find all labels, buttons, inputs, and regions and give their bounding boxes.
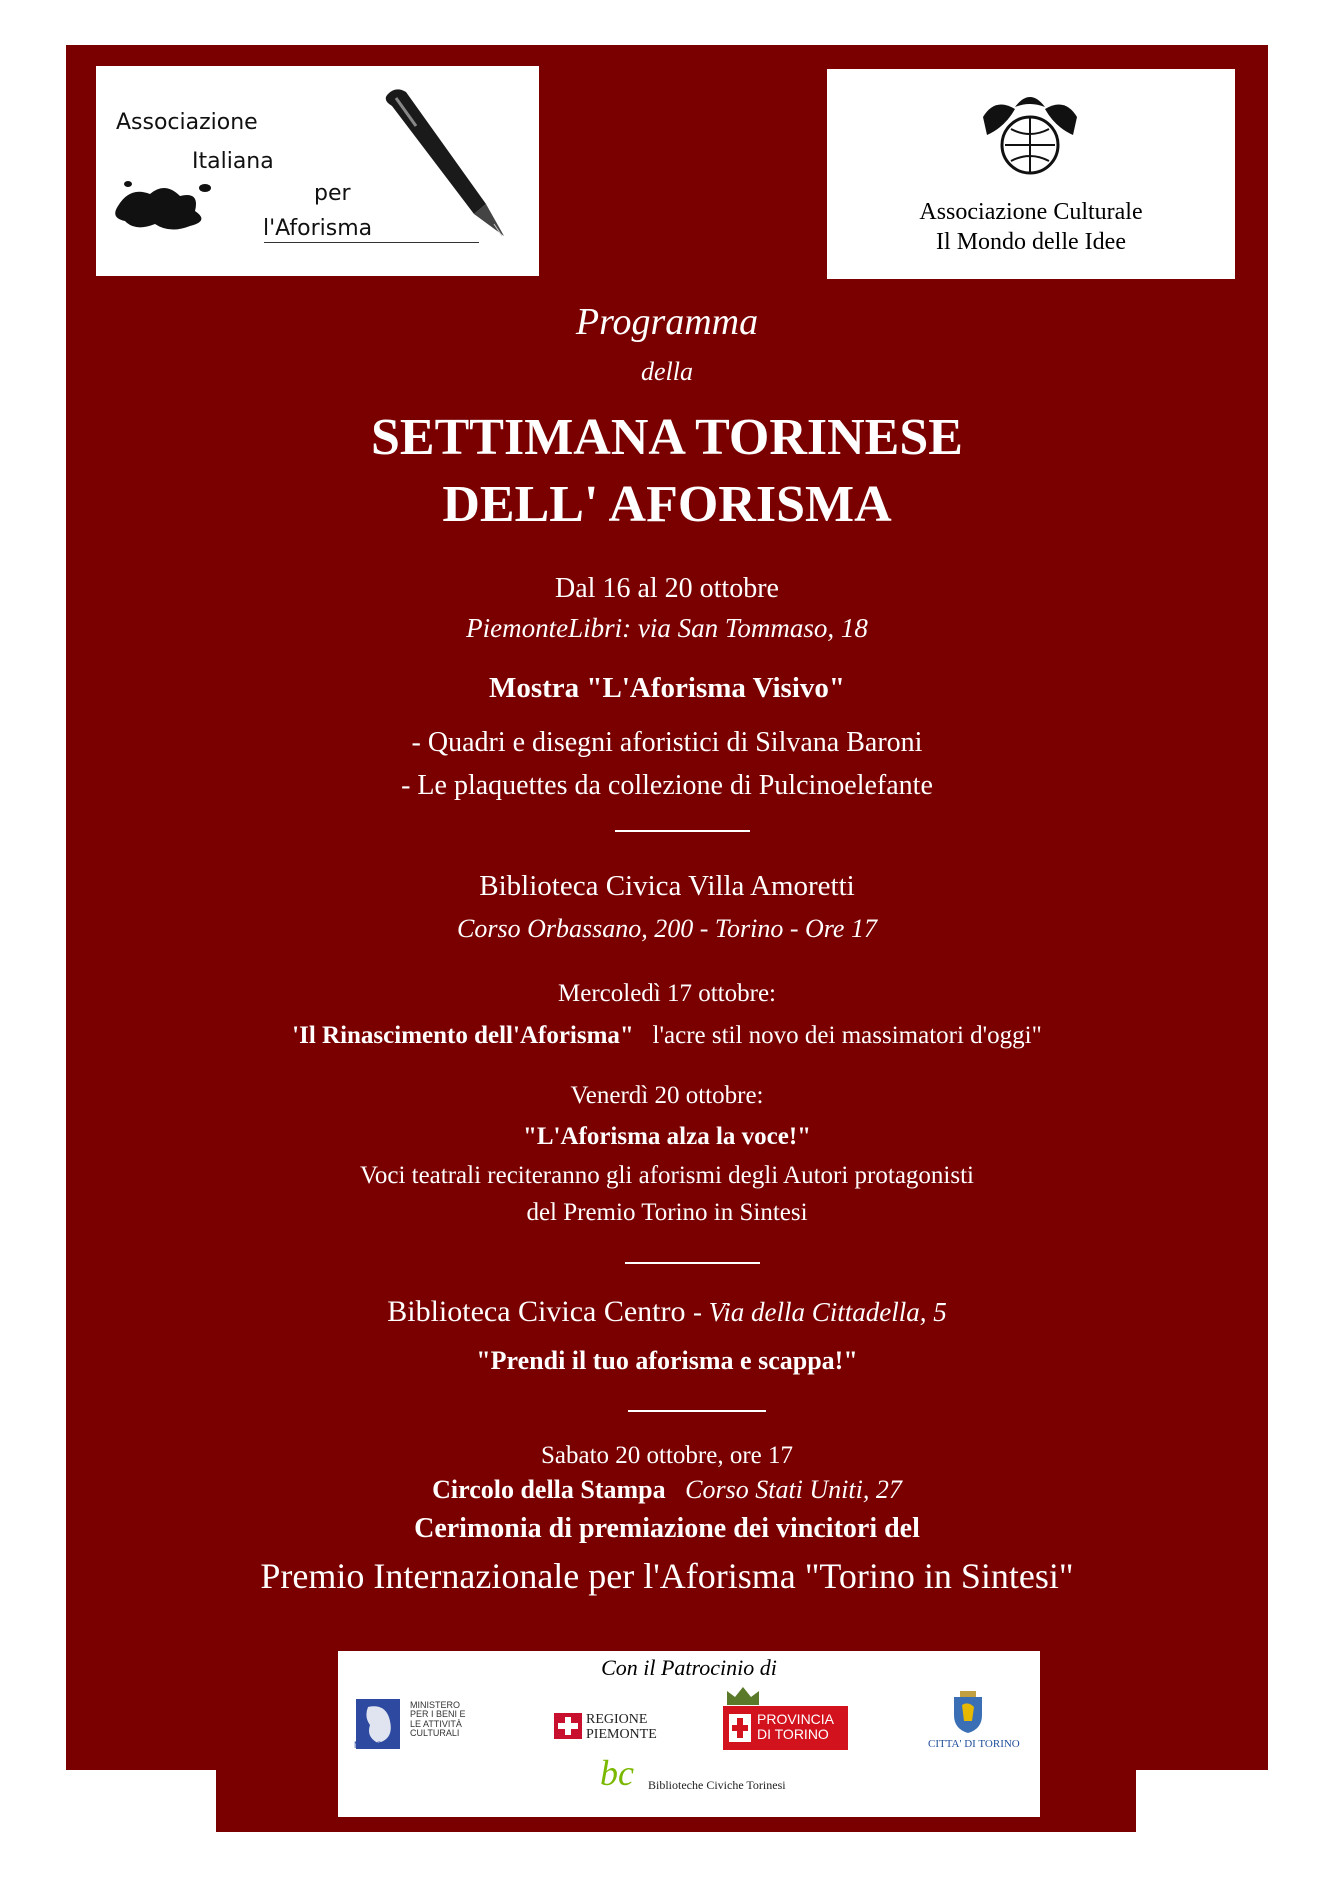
event2-day: Venerdì 20 ottobre:	[570, 1082, 764, 1109]
mondo-logo-line1: Associazione Culturale	[919, 199, 1143, 225]
ceremony-address: Corso Stati Uniti, 27	[685, 1475, 902, 1504]
mibac-text-line: CULTURALI	[410, 1728, 460, 1739]
aia-logo-line1: Associazione	[116, 110, 258, 135]
centro-name: Biblioteca Civica Centro	[387, 1295, 686, 1328]
regione-line: PIEMONTE	[586, 1726, 657, 1742]
della-label: della	[641, 357, 693, 386]
event1-subtitle: l'acre stil novo dei massimatori d'oggi"	[652, 1022, 1042, 1049]
programma-label: Programma	[575, 301, 759, 343]
biblioteche-logo-icon: bc	[600, 1753, 634, 1793]
aia-logo-line4: l'Aforisma	[263, 216, 373, 241]
fountain-pen-icon	[376, 86, 516, 246]
exhibition-item2: - Le plaquettes da collezione di Pulcinoelefante	[401, 770, 933, 801]
patronage-title: Con il Patrocinio di	[601, 1655, 777, 1680]
mondo-logo	[827, 69, 1235, 279]
prize-title: Premio Internazionale per l'Aforisma "Torino in Sintesi"	[260, 1556, 1074, 1596]
divider	[628, 1410, 766, 1412]
amoretti-address: Corso Orbassano, 200 - Torino - Ore 17	[457, 914, 877, 943]
regione-piemonte-icon	[554, 1713, 582, 1739]
amoretti-name: Biblioteca Civica Villa Amoretti	[479, 870, 855, 902]
aia-logo-line2: Italiana	[192, 149, 274, 174]
mibac-text-line: PER I BENI E	[410, 1709, 466, 1720]
regione-piemonte-text	[586, 1713, 657, 1742]
aia-logo	[96, 66, 539, 276]
mondo-logo-line2: Il Mondo delle Idee	[936, 229, 1126, 255]
event2-desc1: Voci teatrali reciteranno gli aforismi degli Autori protagonisti	[360, 1162, 974, 1189]
ceremony-venue: Circolo della Stampa	[432, 1475, 666, 1504]
divider	[625, 1262, 760, 1264]
exhibition-item1: - Quadri e disegni aforistici di Silvana Baroni	[411, 727, 923, 758]
regione-line: REGIONE	[586, 1712, 648, 1727]
divider	[615, 830, 750, 832]
ceremony-description: Cerimonia di premiazione dei vincitori del	[414, 1513, 920, 1544]
biblioteche-text: Biblioteche Civiche Torinesi	[648, 1778, 786, 1792]
centro-line	[66, 1295, 1268, 1329]
provincia-torino-text	[757, 1712, 834, 1741]
ceremony-date: Sabato 20 ottobre, ore 17	[540, 1442, 794, 1469]
mibac-text	[410, 1701, 466, 1739]
mibac-label: MiBAC	[354, 1740, 383, 1750]
centro-address: - Via della Cittadella, 5	[693, 1297, 947, 1327]
exhibition-title: Mostra "L'Aforisma Visivo"	[488, 672, 845, 704]
page-title-line2: DELL' AFORISMA	[442, 476, 892, 533]
ceremony-venue-line	[66, 1475, 1268, 1505]
emblem-icon	[975, 87, 1085, 187]
provincia-line: DI TORINO	[757, 1725, 829, 1742]
event1-line	[66, 1022, 1268, 1050]
citta-torino-text: CITTA' DI TORINO	[928, 1738, 1020, 1750]
mibac-text-line: LE ATTIVITÀ	[410, 1718, 462, 1729]
ink-blot-icon	[110, 176, 220, 236]
event1-day: Mercoledì 17 ottobre:	[558, 980, 776, 1007]
mibac-text-line: MINISTERO	[410, 1700, 461, 1710]
crown-icon	[723, 1683, 763, 1707]
torino-shield-icon	[950, 1691, 986, 1735]
page-title-line1: SETTIMANA TORINESE	[371, 409, 963, 466]
exhibition-venue: PiemonteLibri: via San Tommaso, 18	[466, 613, 868, 643]
provincia-line: PROVINCIA	[757, 1711, 835, 1727]
event1-title: 'Il Rinascimento dell'Aforisma"	[292, 1022, 634, 1049]
event2-desc2: del Premio Torino in Sintesi	[526, 1199, 808, 1226]
provincia-torino-logo	[723, 1706, 848, 1750]
exhibition-dates: Dal 16 al 20 ottobre	[555, 573, 779, 604]
aia-logo-line3: per	[314, 181, 351, 206]
centro-event: "Prendi il tuo aforisma e scappa!"	[476, 1346, 858, 1375]
event2-title: "L'Aforisma alza la voce!"	[522, 1123, 812, 1150]
patronage-box	[338, 1651, 1040, 1817]
